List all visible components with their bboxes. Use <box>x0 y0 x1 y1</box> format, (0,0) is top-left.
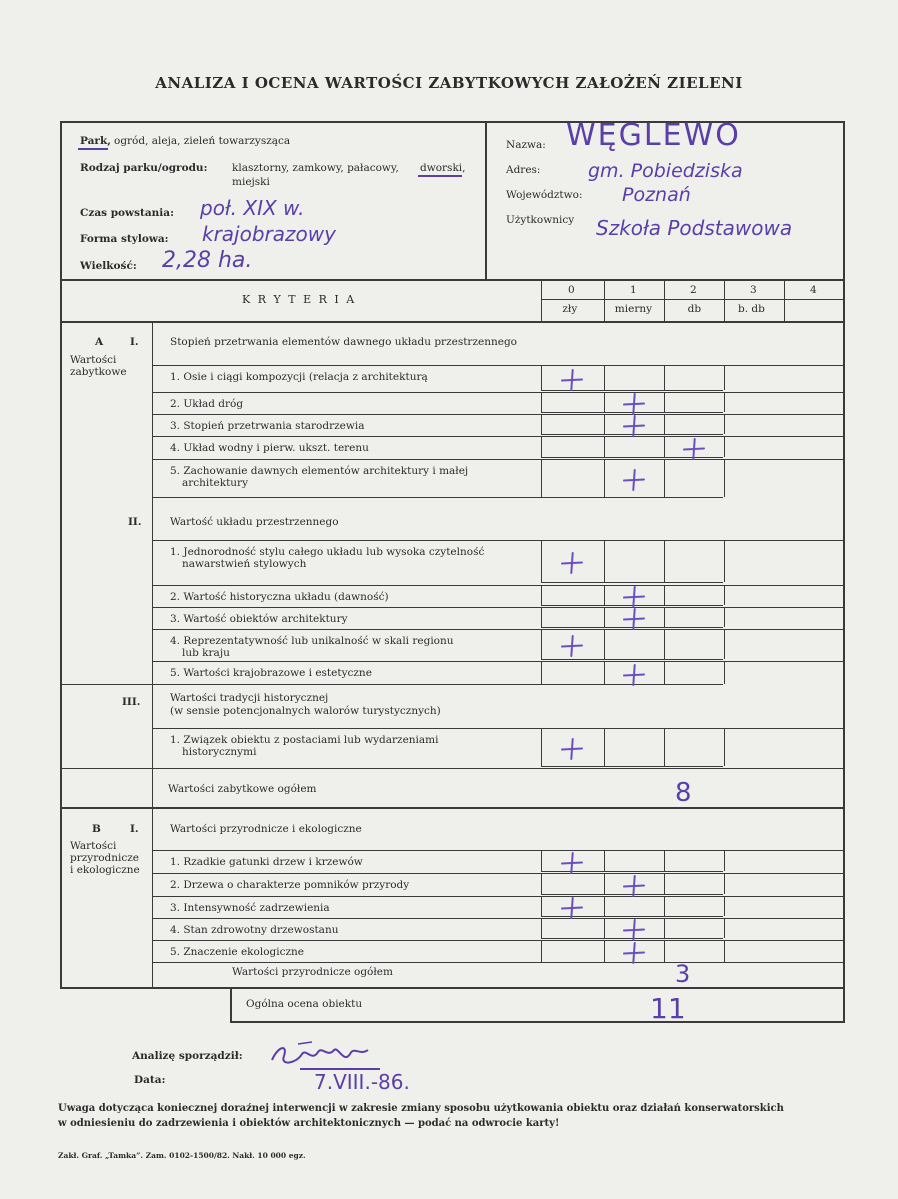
a2-cell-1-1 <box>604 585 605 605</box>
a2-cell-3-0 <box>541 629 542 659</box>
section-a-part2-roman: II. <box>128 516 142 528</box>
a1-item-label: 3. Stopień przetrwania starodrzewia <box>170 420 365 432</box>
a2-cell-bottom-3 <box>541 659 723 660</box>
b1-item-label: 2. Drzewa o charakterze pomników przyrody <box>170 879 410 891</box>
b1-cell-0-1 <box>604 850 605 871</box>
overall-label: Ogólna ocena obiektu <box>246 998 363 1010</box>
b1-cell-0-0 <box>541 850 542 871</box>
a1-cell-0-0 <box>541 365 542 390</box>
b1-cell-4-0 <box>541 940 542 962</box>
footer-note: Uwaga dotycząca koniecznej doraźnej interwencji w zakresie zmiany sposobu użytkowania obiektu oraz działań konserwatorskich <box>58 1103 784 1114</box>
a2-row-top-1 <box>152 585 544 586</box>
b1-cell-2-2 <box>664 896 665 916</box>
a2-cell-4-0 <box>541 661 542 684</box>
score-col-0 <box>541 279 542 321</box>
handwritten-cross-mark <box>561 738 583 760</box>
a2-cell-top-0 <box>541 540 845 541</box>
a1-cell-0-3 <box>724 365 725 390</box>
part1-heading: Stopień przetrwania elementów dawnego układu przestrzennego <box>170 336 517 348</box>
b1-cell-top-0 <box>541 850 845 851</box>
score-col-3 <box>724 279 725 321</box>
province-handwritten: Poznań <box>622 184 691 206</box>
b1-row-top-2 <box>152 896 544 897</box>
handwritten-underline-dworski <box>418 175 462 177</box>
a2-item-label: 3. Wartość obiektów architektury <box>170 613 348 625</box>
a2-end <box>152 684 544 685</box>
b1-item-label: 3. Intensywność zadrzewienia <box>170 902 330 914</box>
a3-cell-0-0 <box>541 728 542 766</box>
date-handwritten: poł. XIX w. <box>200 196 305 220</box>
grade-label-2: db <box>687 303 702 315</box>
a1-cell-3-1 <box>604 436 605 457</box>
handwritten-cross-mark <box>683 438 705 460</box>
handwritten-cross-mark <box>623 664 645 686</box>
a1-item-label-cont: architektury <box>182 477 249 489</box>
form-title: ANALIZA I OCENA WARTOŚCI ZABYTKOWYCH ZAŁOŻEŃ ZIELENI <box>155 74 743 92</box>
b1-cell-1-1 <box>604 873 605 894</box>
section-b-roman: I. <box>130 823 139 835</box>
a2-cell-bottom-0 <box>541 582 723 583</box>
a1-item-label: 1. Osie i ciągi kompozycji (relacja z architekturą <box>170 371 428 383</box>
a2-cell-1-2 <box>664 585 665 605</box>
a2-row-top-4 <box>152 661 544 662</box>
b1-cell-1-3 <box>724 873 725 894</box>
a2-cell-4-3 <box>724 661 725 684</box>
type-label-park: Park, <box>80 135 111 147</box>
a1-row-top-4 <box>152 459 544 460</box>
a3-row-top-0 <box>152 728 544 729</box>
section-a-part1-roman: I. <box>130 336 139 348</box>
a1-cell-top-1 <box>541 392 845 393</box>
section-b-total-value: 3 <box>675 960 691 988</box>
section-a-total-top <box>152 768 845 769</box>
b1-cell-4-2 <box>664 940 665 962</box>
a3-item-label: 1. Związek obiektu z postaciami lub wydarzeniami <box>170 734 439 746</box>
a2-cell-top-2 <box>541 607 845 608</box>
a1-cell-2-1 <box>604 414 605 434</box>
handwritten-underline-park <box>78 148 108 150</box>
a3-cell-0-2 <box>664 728 665 766</box>
footer-note-2: w odniesieniu do zadrzewienia i obiektów architektonicznych — podać na odwrocie karty! <box>58 1118 560 1129</box>
a1-cell-1-3 <box>724 392 725 412</box>
b1-cell-4-3 <box>724 940 725 962</box>
users-label: Użytkownicy <box>506 214 575 226</box>
a2-cell-2-0 <box>541 607 542 627</box>
a1-cell-bottom-4 <box>541 497 723 498</box>
handwritten-cross-mark <box>561 635 583 657</box>
a1-item-label: 2. Układ dróg <box>170 398 244 410</box>
score-col-4 <box>784 279 785 321</box>
section-a-total-value: 8 <box>675 778 692 808</box>
handwritten-cross-mark <box>561 852 583 874</box>
b1-cell-3-0 <box>541 918 542 938</box>
criteria-header-bottom <box>60 321 845 323</box>
a2-cell-3-3 <box>724 629 725 659</box>
b1-item-label: 5. Znaczenie ekologiczne <box>170 946 305 958</box>
a1-cell-1-2 <box>664 392 665 412</box>
a1-cell-top-0 <box>541 365 845 366</box>
b1-cell-3-3 <box>724 918 725 938</box>
a2-row-top-0 <box>152 540 544 541</box>
a2-item-label: 2. Wartość historyczna układu (dawność) <box>170 591 389 603</box>
a1-cell-3-0 <box>541 436 542 457</box>
kind-option-selected: dworski, <box>420 162 466 174</box>
a2-cell-2-1 <box>604 607 605 627</box>
score-col-2 <box>664 279 665 321</box>
overall-value: 11 <box>650 992 686 1025</box>
a2-cell-top-3 <box>541 629 845 630</box>
a2-item-label: 1. Jednorodność stylu całego układu lub wysoka czytelność <box>170 546 485 558</box>
b1-end <box>152 962 845 963</box>
date-footer-handwritten: 7.VIII.-86. <box>314 1070 410 1094</box>
a1-item-label: 5. Zachowanie dawnych elementów architektury i małej <box>170 465 469 477</box>
handwritten-cross-mark <box>623 919 645 941</box>
users-handwritten: Szkoła Podstawowa <box>596 216 793 240</box>
a2-row-top-2 <box>152 607 544 608</box>
a1-row-top-3 <box>152 436 544 437</box>
a1-cell-3-3 <box>724 436 725 457</box>
score-col-1 <box>604 279 605 321</box>
section-a-name: Wartości zabytkowe <box>70 354 127 378</box>
handwritten-cross-mark <box>561 897 583 919</box>
a1-cell-4-2 <box>664 459 665 497</box>
a2-cell-3-2 <box>664 629 665 659</box>
a2-cell-1-0 <box>541 585 542 605</box>
a2-cell-2-3 <box>724 607 725 627</box>
a1-end <box>152 497 544 498</box>
handwritten-cross-mark <box>623 586 645 608</box>
a1-item-label: 4. Układ wodny i pierw. ukszt. terenu <box>170 442 369 454</box>
grade-label-0: zły <box>562 303 578 315</box>
score-subheader-line <box>541 299 845 300</box>
a2-item-label-cont: lub kraju <box>182 647 230 659</box>
a3-cell-top-0 <box>541 728 845 729</box>
a2-cell-top-1 <box>541 585 845 586</box>
kind-options: klasztorny, zamkowy, pałacowy, <box>232 162 399 174</box>
a3-cell-bottom-0 <box>541 766 723 767</box>
address-label: Adres: <box>506 164 541 176</box>
a1-row-top-0 <box>152 365 544 366</box>
score-header-1: 1 <box>630 284 637 296</box>
criteria-label: K R Y T E R I A <box>242 293 357 306</box>
b1-item-label: 1. Rzadkie gatunki drzew i krzewów <box>170 856 363 868</box>
style-handwritten: krajobrazowy <box>202 222 336 246</box>
a1-cell-0-1 <box>604 365 605 390</box>
a1-cell-4-3 <box>724 459 725 497</box>
b1-cell-1-0 <box>541 873 542 894</box>
part3-heading: Wartości tradycji historycznej <box>170 692 329 704</box>
b1-cell-0-2 <box>664 850 665 871</box>
handwritten-cross-mark <box>561 369 583 391</box>
a2-row-top-3 <box>152 629 544 630</box>
a2-end-left <box>60 684 152 685</box>
section-b-total-label: Wartości przyrodnicze ogółem <box>232 966 393 978</box>
frame-left <box>60 121 62 989</box>
b1-cell-1-2 <box>664 873 665 894</box>
a1-cell-2-3 <box>724 414 725 434</box>
b1-item-label: 4. Stan zdrowotny drzewostanu <box>170 924 339 936</box>
name-label: Nazwa: <box>506 139 546 151</box>
kind-label: Rodzaj parku/ogrodu: <box>80 162 208 174</box>
handwritten-cross-mark <box>623 393 645 415</box>
b1-cell-2-0 <box>541 896 542 916</box>
author-label: Analizę sporządził: <box>132 1050 243 1062</box>
a2-cell-4-1 <box>604 661 605 684</box>
overall-box-left <box>230 987 232 1023</box>
b1-row-top-4 <box>152 940 544 941</box>
style-label: Forma stylowa: <box>80 233 169 245</box>
grade-label-1: mierny <box>614 303 653 315</box>
date-footer-label: Data: <box>134 1074 166 1086</box>
section-b-name: Wartości przyrodnicze i ekologiczne <box>70 840 140 876</box>
name-handwritten: WĘGLEWO <box>566 118 741 153</box>
section-a-total-label: Wartości zabytkowe ogółem <box>168 783 317 795</box>
a2-cell-1-3 <box>724 585 725 605</box>
b1-cell-0-3 <box>724 850 725 871</box>
b1-cell-top-1 <box>541 873 845 874</box>
handwritten-cross-mark <box>623 608 645 630</box>
b1-cell-3-2 <box>664 918 665 938</box>
author-signature <box>268 1036 378 1072</box>
score-header-3: 3 <box>750 284 757 296</box>
a2-cell-0-2 <box>664 540 665 582</box>
a2-item-label: 4. Reprezentatywność lub unikalność w skali regionu <box>170 635 454 647</box>
a3-item-label-cont: historycznymi <box>182 746 257 758</box>
a1-cell-top-3 <box>541 436 845 437</box>
score-header-0: 0 <box>568 284 575 296</box>
size-label: Wielkość: <box>80 260 137 272</box>
a2-cell-top-4 <box>541 661 845 662</box>
b1-cell-2-3 <box>724 896 725 916</box>
handwritten-cross-mark <box>623 469 645 491</box>
part2-heading: Wartość układu przestrzennego <box>170 516 339 528</box>
a2-cell-0-0 <box>541 540 542 582</box>
b1-row-top-0 <box>152 850 544 851</box>
a1-cell-0-2 <box>664 365 665 390</box>
a2-item-label-cont: nawarstwień stylowych <box>182 558 307 570</box>
address-handwritten: gm. Pobiedziska <box>588 160 743 182</box>
section-a-code: A <box>95 336 104 348</box>
a1-cell-2-2 <box>664 414 665 434</box>
a1-cell-4-1 <box>604 459 605 497</box>
frame-bottom-left <box>60 987 845 989</box>
kind-options-2: miejski <box>232 176 270 188</box>
a3-cell-0-1 <box>604 728 605 766</box>
date-label: Czas powstania: <box>80 207 174 219</box>
frame-right <box>843 121 845 1023</box>
a3-cell-0-3 <box>724 728 725 766</box>
b1-row-top-1 <box>152 873 544 874</box>
section-a-total-left <box>60 768 152 769</box>
handwritten-cross-mark <box>623 415 645 437</box>
handwritten-cross-mark <box>623 942 645 964</box>
a2-item-label: 5. Wartości krajobrazowe i estetyczne <box>170 667 372 679</box>
b1-cell-top-3 <box>541 918 845 919</box>
a1-cell-1-1 <box>604 392 605 412</box>
a2-cell-3-1 <box>604 629 605 659</box>
handwritten-cross-mark <box>561 552 583 574</box>
b1-row-top-3 <box>152 918 544 919</box>
a1-cell-top-2 <box>541 414 845 415</box>
a1-row-top-2 <box>152 414 544 415</box>
a2-cell-0-3 <box>724 540 725 582</box>
a2-cell-0-1 <box>604 540 605 582</box>
grade-label-3: b. db <box>738 303 765 315</box>
part3-heading2: (w sensie potencjonalnych walorów turystycznych) <box>170 705 441 717</box>
type-label-rest: ogród, aleja, zieleń towarzysząca <box>114 135 291 147</box>
section-a-part3-roman: III. <box>122 696 141 708</box>
score-header-2: 2 <box>690 284 697 296</box>
section-b-code: B <box>92 823 101 835</box>
a1-cell-3-2 <box>664 436 665 457</box>
overall-box-bottom <box>230 1021 845 1023</box>
section-a-bottom <box>60 807 845 809</box>
b1-cell-2-1 <box>604 896 605 916</box>
b1-cell-4-1 <box>604 940 605 962</box>
section-b-heading: Wartości przyrodnicze i ekologiczne <box>170 823 362 835</box>
score-header-4: 4 <box>810 284 817 296</box>
a1-row-top-1 <box>152 392 544 393</box>
size-handwritten: 2,28 ha. <box>162 248 253 273</box>
b1-cell-top-2 <box>541 896 845 897</box>
b1-cell-3-1 <box>604 918 605 938</box>
a2-cell-2-2 <box>664 607 665 627</box>
header-divider <box>485 121 487 279</box>
a1-cell-1-0 <box>541 392 542 412</box>
b1-cell-top-4 <box>541 940 845 941</box>
a1-cell-2-0 <box>541 414 542 434</box>
province-label: Województwo: <box>506 189 583 201</box>
handwritten-cross-mark <box>623 875 645 897</box>
footer-imprint: Zakł. Graf. „Tamka”. Zam. 0102-1500/82. Nakł. 10 000 egz. <box>58 1151 306 1160</box>
label-column-line <box>152 321 153 987</box>
a1-cell-4-0 <box>541 459 542 497</box>
header-bottom <box>60 279 845 281</box>
date-underline <box>300 1068 380 1070</box>
a2-cell-4-2 <box>664 661 665 684</box>
